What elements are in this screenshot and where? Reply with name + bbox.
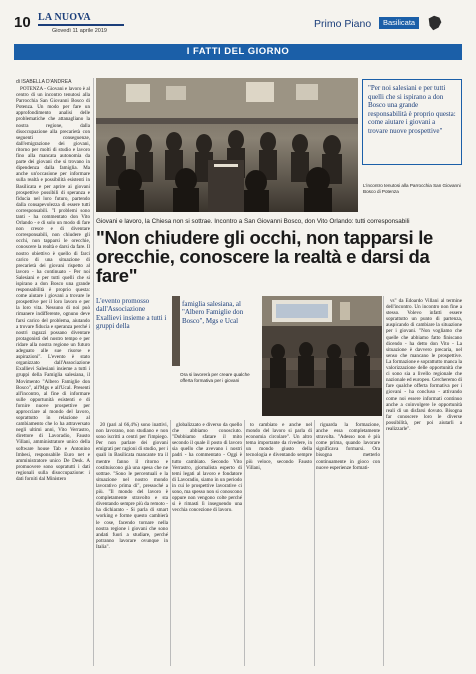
middle-photo-caption: Ora si lavorerà per creare qualche offerta formativa per i giovani [180, 372, 250, 383]
region-badge: Basilicata [379, 17, 419, 29]
column-divider [170, 420, 171, 666]
region-map-icon [426, 14, 444, 32]
promo-text-left: L'evento promosso dall'Associazione Exallievi insieme a tutti i gruppi della [96, 297, 167, 331]
promo-text-right: famiglia salesiana, al "Albero Famiglie don Bosco", Mgs e Ucal [182, 300, 244, 325]
article-body-5: to cambiato e anche nel mondo del lavoro si parla di economia circolare". Un altro tema importante da rivedere, in un mondo giusto della tecnologia e diventando sempre più veloce, secondo Fausto Villani, [246, 422, 312, 471]
article-column-5 [246, 422, 312, 668]
article-column-3 [96, 422, 168, 668]
banner-title: I FATTI DEL GIORNO [186, 46, 290, 57]
meeting-photo-top [96, 78, 358, 212]
pull-quote: "Per noi salesiani e per tutti quelli che si ispirano a don Bosco una grande responsabilità è proprio questa: come aiutare i giovani a trovare nuove prospettive" [368, 84, 456, 135]
section-banner [14, 44, 462, 60]
meeting-photo-panel [262, 296, 382, 416]
article-body-right: vs" da Edoardo Villani al termine dell'incontro. Un incontro non fine a stesso. Volevo infatti essere soprattutto un punto di partenza, auspicando di cambiare la situazione per i giovani. "Non vogliamo che quelle che abbiamo fatto finiscano dicendo - ha detto don Vito - La situazione è davvero precaria, nel senso che mancano le prospettive. La formazione e soprattutto manca la valorizzazione delle opportunità che ci sono sia a livello regionale che nazionale ed europeo. Cercheremo di fare qualche offerta formativa per i giovani - ha concluso - attivando come noi essere informati continuo anche a coinvolgere le opportunità reali di un disfarsi dovuto. Bisogna far conoscere loro le diverse possibilità, per poi aiutarli a realizzarle". [386, 298, 462, 432]
photo-strip [172, 296, 180, 366]
article-column-4 [172, 422, 242, 668]
column-divider [244, 420, 245, 666]
column-divider [314, 420, 315, 666]
dateline: Giovedì 11 aprile 2019 [52, 28, 107, 34]
headline-kicker: Giovani e lavoro, la Chiesa non si sottrae. Incontro a San Giovanni Bosco, don Vito Orlando: tutti corresponsabili [96, 218, 410, 225]
logo-underline [38, 24, 124, 26]
page-number: 10 [14, 14, 31, 31]
article-column-1 [16, 86, 90, 666]
article-body-1: POTENZA - Giovani e lavoro è al centro di un incontro tenutosi alla Parrocchia San Giovanni Bosco di Potenza. Un modo per fare un approfondimento analisi delle problematiche che attanagliano la nostra regione, dalla disoccupazione alla precarietà con seguenti conseguenze, dall'emigrazione dei giovani, ritorno per molti di studio e lavoro fino alla mancata autonomia da parte dei giovani che si trovano in dipendenza dalla famiglia. Ma anche un'occasione per informare sulla realtà e possibilità esistenti in Basilicata e per aprire ai giovani prospettive possibili di speranza e fiducia nel loro futuro, partendo dalla consapevolezza di essere tutti corresponsabili. "I problemi sono tanti - ha commentato don Vito Orlando - e di solo un modo di fare non cresce e di diventare corresponsabili, non chiudere gli occhi, non tapparsi le orecchie, conoscere la realtà e darsi da fare. Il nostro obiettivo è quello di farci carico di una situazione di precarietà dei giovani rispetto al lavoro - ha continuato - Per noi Salesiani e per tutti quelli che si ispirano a don Bosco una grande responsabilità è proprio questa: come aiutare i giovani a trovare le prospettive per il loro lavoro e per la loro vita. Nessuno di noi può rimanere indifferente, ognuno deve farsi carico del problema, aiutando a trovare fiducia e speranza perché i nostri ragazzi possano diventare protagonisti del nostro tempo e per ridare alla nostra regione un futuro adeguato alle sue risorse e aspirazioni". L'evento è stato organizzato dall'Associazione Exallievi Salesiani insieme a tutti i gruppi della Famiglia salesiana, il Movimento "Albero Famiglie don Bosco", all'Mgs e all'Ucal. Presenti all'incontro, al fine di informare sulle opportunità esistenti e di fornire nuove prospettive per approcciare al mondo del lavoro, soprattutto in relazione al cambiamento che lo ha attraversato negli ultimi anni, Vito Verrastro, direttore di Lavoradio, Fausto Villani, amministratore unico della software house Tab e Antonino Imbesi, responsabile Euro net e amministratore unico De Desk. A promuovere sono sopratutti i dati regionali sulla disoccupazione: i dati forniti dal Ministero [16, 86, 90, 482]
byline: di ISABELLA D'ANDREA [16, 79, 72, 85]
article-body-3: 20 (pari al 66,4%) sono inattivi, non lavorano, non studiano e non sono iscritti a centri per l'impiego. Per non parlare dei giovani emigrati per ragioni di studio, per i quali in Basilicata mancante tra il mentre fanno il ritorno e costituiscono già una spesa che ne sottrae. "Sono le percentuali e la situazione nel nostro mondo lavorativo prima di", pressoché a più. "Il mondo del lavoro è completamente stravolto e sta diventando sempre più da remoto - ha dichiarato - Si parla di smart working e forme questo cambierà le cose, facendo tornare nella nostra regione i giovani che sono andati fuori a studiare, perché potranno lavorare ovunque in Italia". [96, 422, 168, 550]
article-body-6: riguarda la formazione, anche essa completamente stravolta. "Adesso non è più come prima, quando lavorare significava formarsi. Ora bisogna metterlo continuamente in gioco con nuove esperienze formati- [316, 422, 380, 471]
newspaper-logo: LA NUOVA [38, 12, 91, 23]
column-divider [93, 78, 94, 666]
article-body-4: globalizzato e diverso da quello che abbiamo conosciuto. "Dobbiamo sfatare il mito secondo il quale il posto di lavoro sia quello che avevano i nostri padri - ha commentato - Oggi è tutto cambiato. Secondo Vito Verrastro, giornalista esperto di temi legati al lavoro e fondatore di Lavoradio, siamo in un periodo in cui le prospettive lavorative ci sono, ma spesso non si conoscono oppure non vengono colte perché si è rimasti lì inseguendo una vecchia concezione di lavoro. [172, 422, 242, 514]
headline: "Non chiudere gli occhi, non tapparsi le orecchie, conoscere la realtà e darsi da fare" [96, 227, 434, 286]
section-name: Primo Piano [314, 18, 372, 30]
top-photo-caption: L'incontro tenutosi alla Parrocchia San Giovanni Bosco di Potenza [363, 183, 461, 194]
column-divider [383, 296, 384, 666]
article-column-6 [316, 422, 380, 668]
pull-quote-box [362, 79, 462, 165]
masthead [14, 10, 462, 40]
article-column-right [386, 298, 462, 668]
